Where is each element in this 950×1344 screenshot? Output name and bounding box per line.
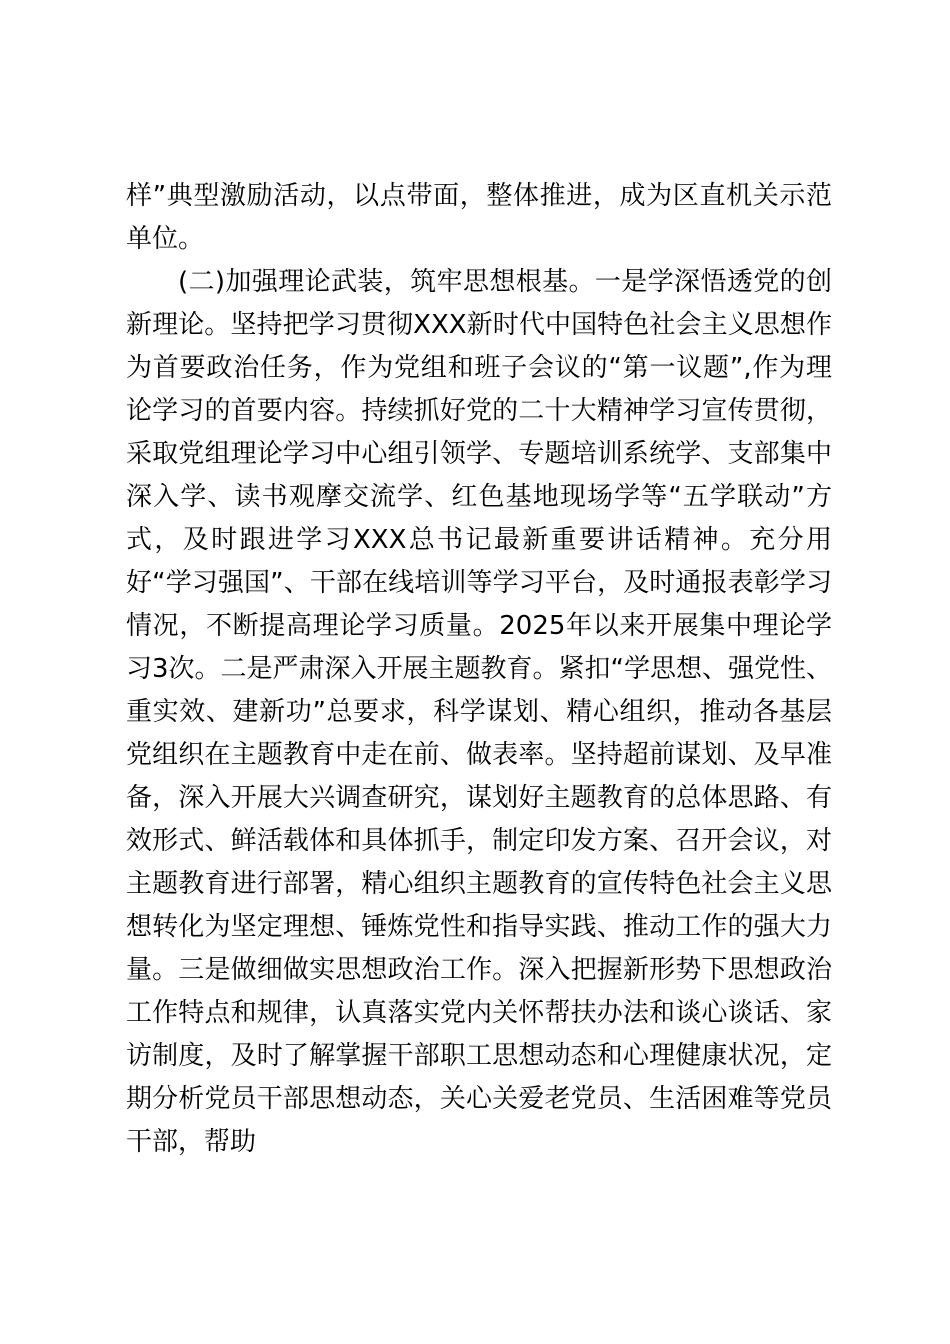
document-body — [126, 175, 832, 1164]
paragraph-theory-armament: (二)加强理论武装，筑牢思想根基。一是学深悟透党的创新理论。坚持把学习贯彻XXX新时代中国特色社会主义思想作为首要政治任务，作为党组和班子会议的“第一议题”,作为理论学习的首要内容。持续抓好党的二十大精神学习宣传贯彻，采取党组理论学习中心组引领学、专题培训系统学、支部集中深入学、读书观摩交流学、红色基地现场学等“五学联动”方式，及时跟进学习XXX总书记最新重要讲话精神。充分用好“学习强国”、干部在线培训等学习平台，及时通报表彰学习情况，不断提高理论学习质量。2025年以来开展集中理论学习3次。二是严肃深入开展主题教育。紧扣“学思想、强党性、重实效、建新功”总要求，科学谋划、精心组织，推动各基层党组织在主题教育中走在前、做表率。坚持超前谋划、及早准备，深入开展大兴调查研究，谋划好主题教育的总体思路、有效形式、鲜活载体和具体抓手，制定印发方案、召开会议，对主题教育进行部署，精心组织主题教育的宣传特色社会主义思想转化为坚定理想、锤炼党性和指导实践、推动工作的强大力量。三是做细做实思想政治工作。深入把握新形势下思想政治工作特点和规律，认真落实党内关怀帮扶办法和谈心谈话、家访制度，及时了解掌握干部职工思想动态和心理健康状况，定期分析党员干部思想动态，关心关爱老党员、生活困难等党员干部，帮助 — [126, 267, 833, 1157]
paragraph-continuation: 样”典型激励活动，以点带面，整体推进，成为区直机关示范单位。 — [126, 181, 832, 254]
